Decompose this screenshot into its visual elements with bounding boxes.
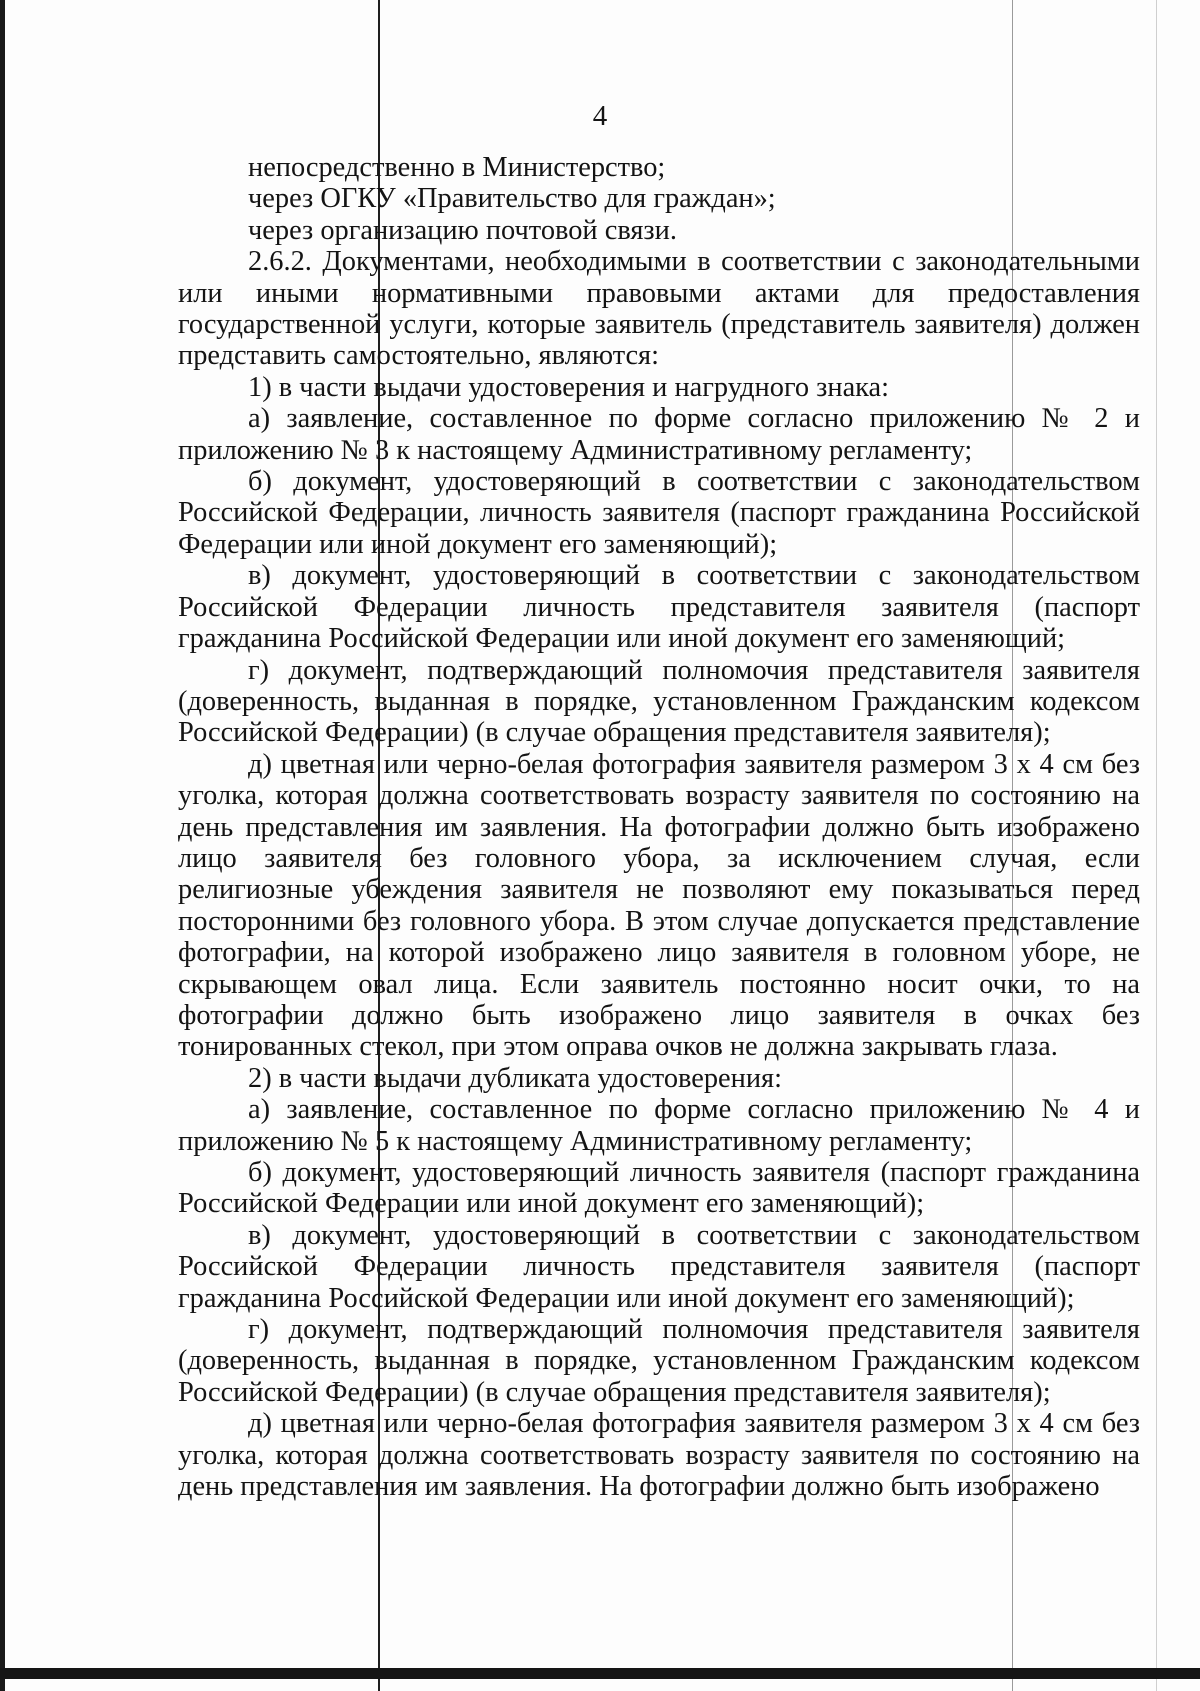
paragraph: г) документ, подтверждающий полномочия представителя заявителя (доверенность, выданная в порядке, установленном Гражданским кодексом Российской Федерации) (в случае обращения представителя заявителя); <box>178 1314 1140 1408</box>
paragraph: б) документ, удостоверяющий личность заявителя (паспорт гражданина Российской Федерации или иной документ его заменяющий); <box>178 1157 1140 1220</box>
paragraph: д) цветная или черно-белая фотография заявителя размером 3 x 4 см без уголка, которая должна соответствовать возрасту заявителя по состоянию на день представления им заявления. На фотографии должно быть изображено <box>178 1408 1140 1503</box>
paragraph: 2) в части выдачи дубликата удостоверения: <box>248 1062 782 1094</box>
paragraph: б) документ, удостоверяющий в соответствии с законодательством Российской Федерации, личность заявителя (паспорт гражданина Российской Федерации или иной документ его заменяющий); <box>178 466 1140 560</box>
paragraph: через ОГКУ «Правительство для граждан»; <box>248 183 776 215</box>
page-number: 4 <box>592 100 608 132</box>
paragraph: г) документ, подтверждающий полномочия представителя заявителя (доверенность, выданная в порядке, установленном Гражданским кодексом Российской Федерации) (в случае обращения представителя заявителя); <box>178 654 1140 749</box>
scan-bottom-bar <box>0 1668 1200 1679</box>
paragraph: а) заявление, составленное по форме согласно приложению № 2 и приложению № 3 к настоящему Административному регламенту; <box>178 403 1140 466</box>
paragraph: в) документ, удостоверяющий в соответствии с законодательством Российской Федерации личность представителя заявителя (паспорт гражданина Российской Федерации или иной документ его заменяющий); <box>178 1219 1140 1314</box>
scan-artifact-line <box>1156 0 1157 1691</box>
paragraph: в) документ, удостоверяющий в соответствии с законодательством Российской Федерации личность представителя заявителя (паспорт гражданина Российской Федерации или иной документ его заменяющий; <box>178 560 1140 655</box>
paragraph: 2.6.2. Документами, необходимыми в соответствии с законодательными или иными нормативными правовыми актами для предоставления государственной услуги, которые заявитель (представитель заявителя) должен представить самостоятельно, являются: <box>178 246 1140 372</box>
paragraph: через организацию почтовой связи. <box>248 214 677 246</box>
paragraph: непосредственно в Министерство; <box>248 152 666 183</box>
scan-left-edge <box>0 0 5 1691</box>
document-body <box>178 152 1140 1502</box>
paragraph: а) заявление, составленное по форме согласно приложению № 4 и приложению № 5 к настоящему Административному регламенту; <box>178 1094 1140 1157</box>
paragraph: д) цветная или черно-белая фотография заявителя размером 3 x 4 см без уголка, которая должна соответствовать возрасту заявителя по состоянию на день представления им заявления. На фотографии должно быть изображено лицо заявителя без головного убора, за исключением случая, если религиозные убеждения заявителя не позволяют ему показываться перед посторонними без головного убора. В этом случае допускается представление фотографии, на которой изображено лицо заявителя в головном уборе, не скрывающем овал лица. Если заявитель постоянно носит очки, то на фотографии должно быть изображено лицо заявителя в очках без тонированных стекол, при этом оправа очков не должна закрывать глаза. <box>178 748 1140 1063</box>
paragraph: 1) в части выдачи удостоверения и нагрудного знака: <box>248 371 890 403</box>
